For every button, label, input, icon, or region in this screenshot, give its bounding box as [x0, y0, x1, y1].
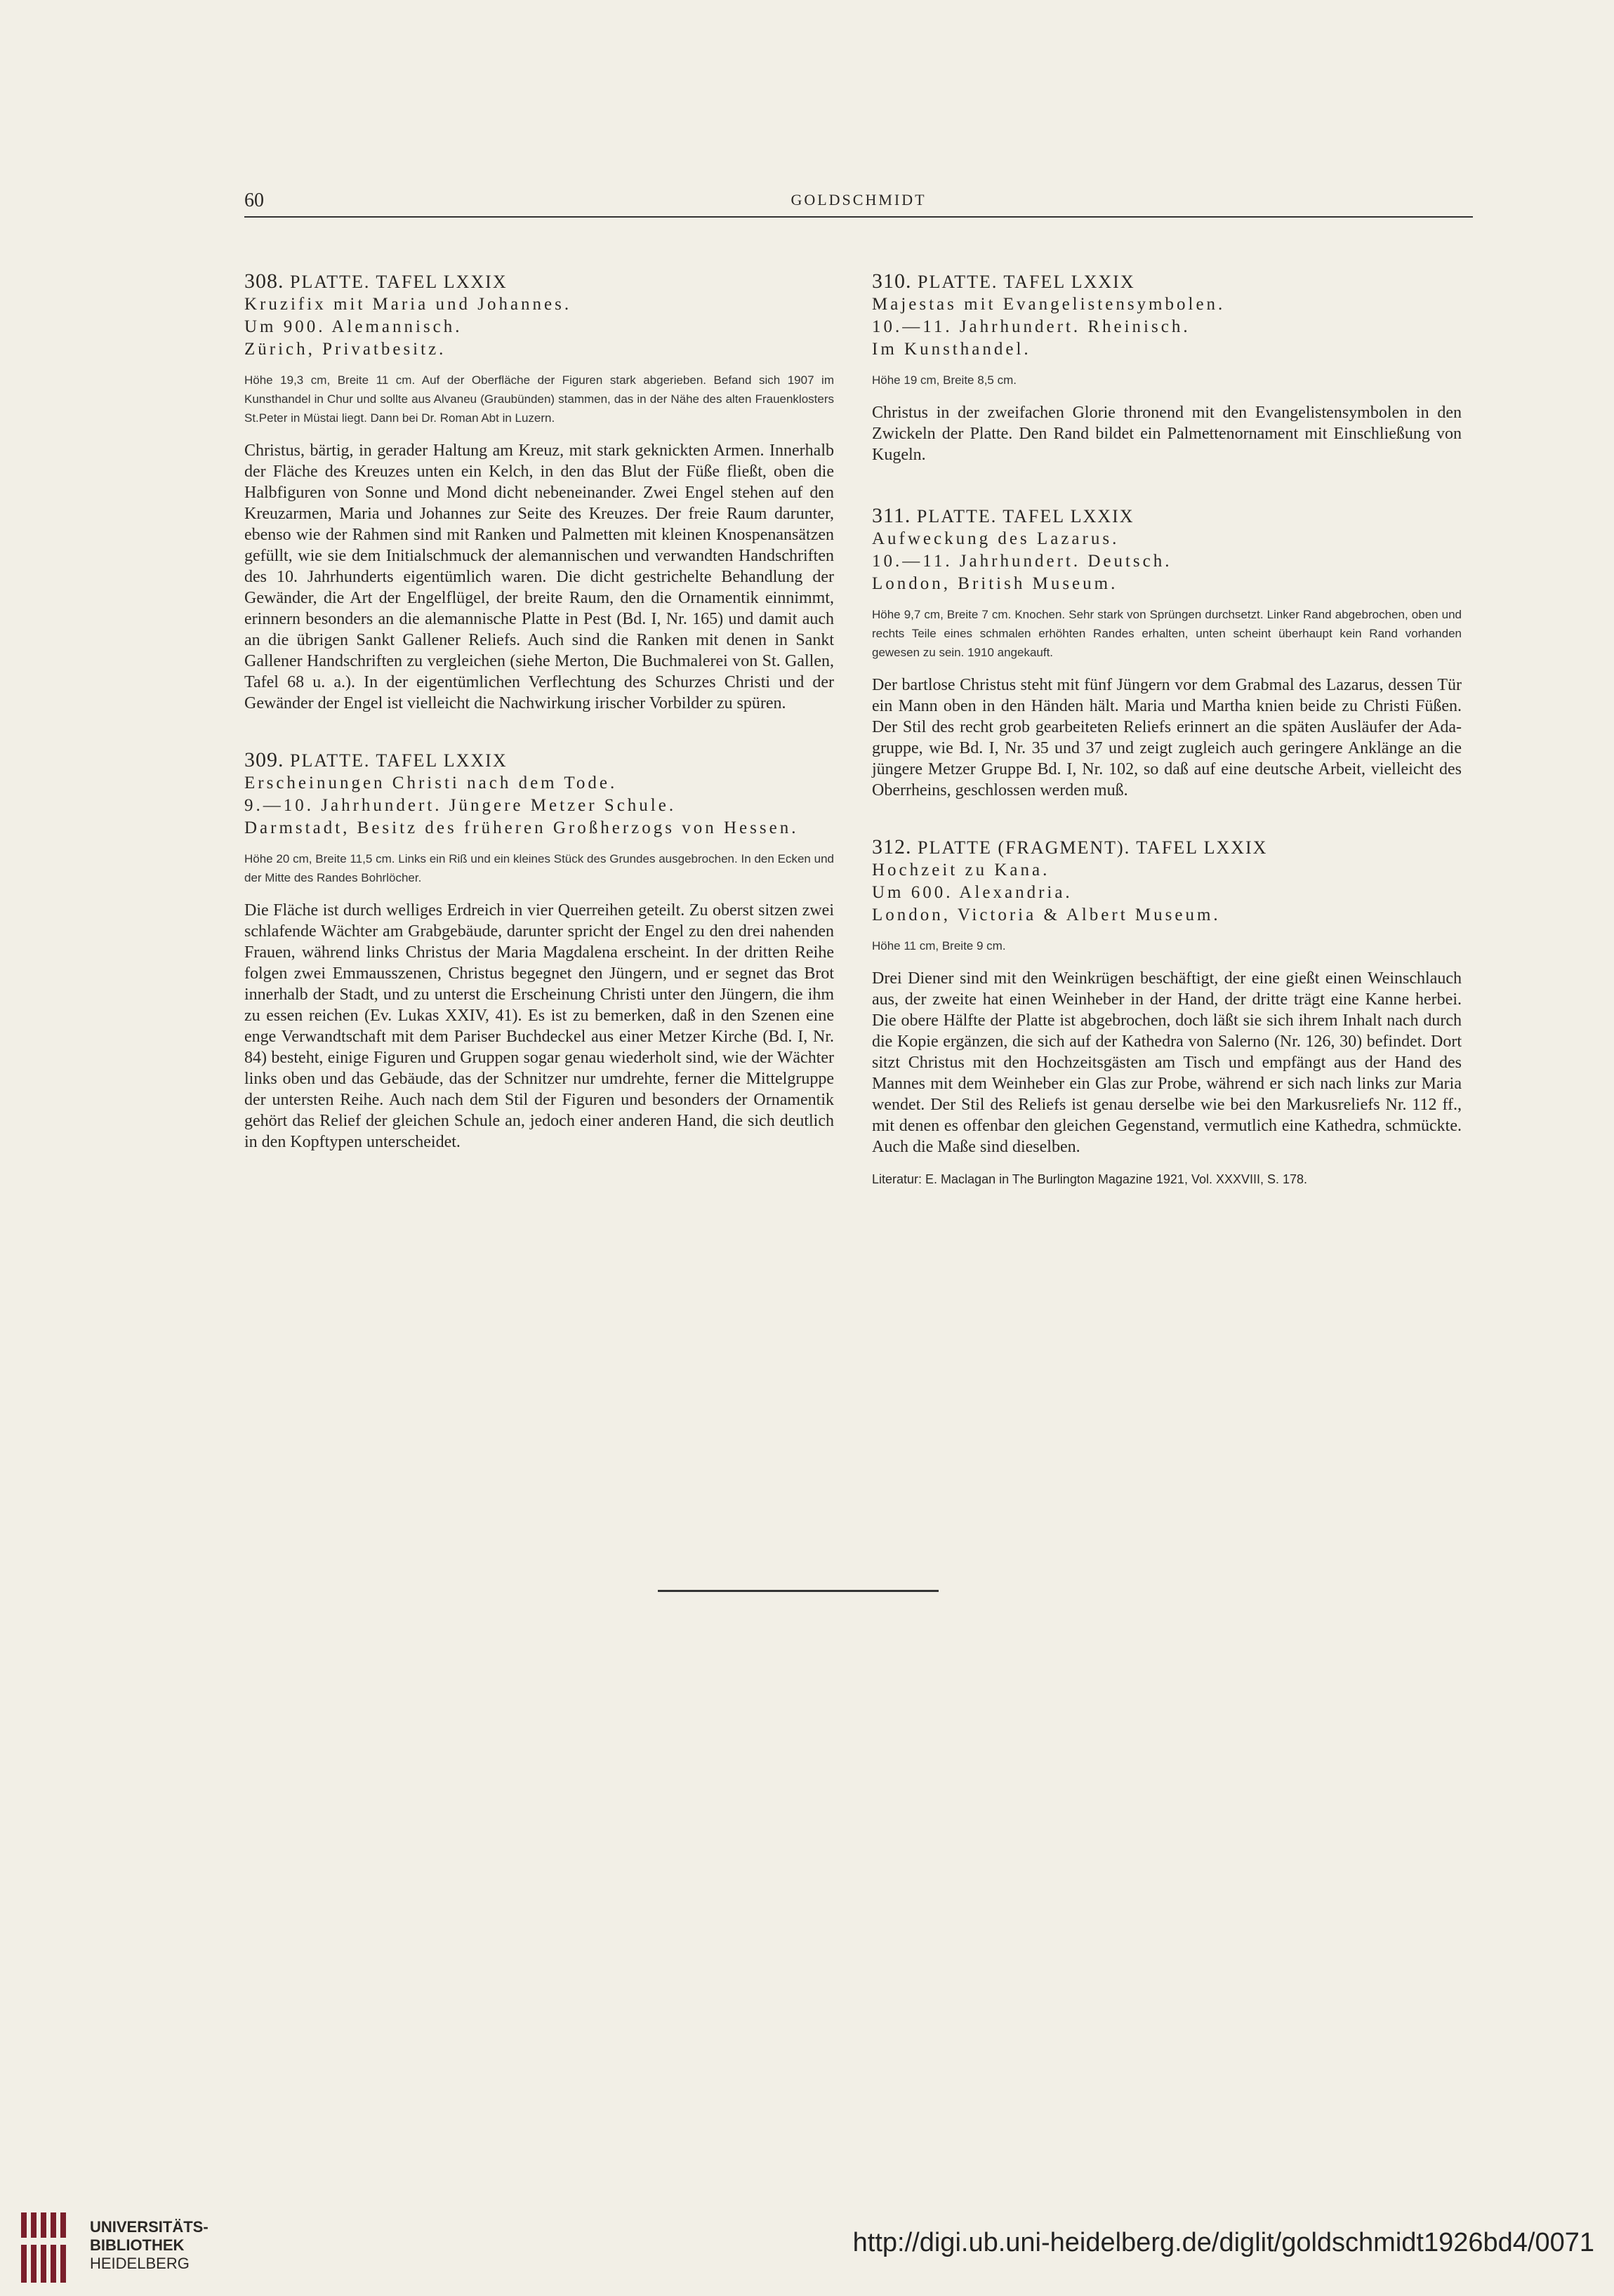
running-head: GOLDSCHMIDT: [791, 191, 927, 208]
entry-body: Die Fläche ist durch welliges Erdreich in vier Querreihen geteilt. Zu oberst sitzen zwei schlafende Wächter am Grabgebäude, darunter spricht der Engel zu den drei nahenden Frauen, während links Christus der Maria Magdalena erscheint. In der dritten Reihe folgen zwei Emmausszenen, Christus begegnet den Jüngern, und er segnet das Brot innerhalb der Stadt, und zu unterst die Erscheinung Christi unter den Jüngern, die ihm zu essen reichen (Ev. Lukas XXIV, 41). Es ist zu bemerken, daß in den Szenen eine enge Verwandtschaft mit dem Pariser Buchdeckel aus einer Metzer Kirche (Bd. I, Nr. 84) besteht, einige Figuren und Gruppen sogar genau wiederholt sind, wie der Wächter links oben und das Gebäude, das der Schnitzer nur umdrehte, ferner die Mittelgruppe der untersten Reihe. Auch nach dem Stil der Figuren und besonders der Ornamentik gehört das Relief der gleichen Schule an, jedoch einer anderen Hand, die sich deutlich in den Kopftypen unterscheidet.: [244, 901, 834, 1151]
entry-meta: Höhe 9,7 cm, Breite 7 cm. Knochen. Sehr stark von Sprüngen durchsetzt. Linker Rand abgebrochen, oben und rechts Teile eines schmalen erhöhten Randes erhalten, unten scheint überhaupt kein Rand vorhanden gewesen zu sein. 1910 angekauft.: [872, 608, 1462, 659]
entry-heading: [244, 749, 834, 772]
entry-location: Im Kunsthandel.: [872, 340, 1031, 359]
entry-subject: Kruzifix mit Maria und Johannes.: [244, 295, 572, 314]
page-header: [244, 188, 1473, 218]
entry-meta: Höhe 11 cm, Breite 9 cm.: [872, 939, 1006, 953]
left-column: [244, 270, 834, 1181]
entry-heading: [872, 505, 1462, 528]
entry-number: 308.: [244, 270, 284, 293]
entry-title: PLATTE. TAFEL LXXIX: [290, 272, 508, 292]
entry-heading: [244, 270, 834, 293]
entry-number: 312.: [872, 835, 912, 858]
entry-date-style: 10.—11. Jahrhundert. Deutsch.: [872, 552, 1172, 571]
catalog-entry: [872, 270, 1462, 465]
entry-title: PLATTE. TAFEL LXXIX: [916, 506, 1135, 526]
entry-subject: Erscheinungen Christi nach dem Tode.: [244, 774, 618, 792]
entry-body: Christus in der zweifachen Glorie thronend mit den Evangelistensymbolen in den Zwickeln der Platte. Den Rand bildet ein Palmettenornament mit Einschließung von Kugeln.: [872, 404, 1462, 464]
entry-location: London, British Museum.: [872, 574, 1118, 593]
entry-meta: Höhe 19 cm, Breite 8,5 cm.: [872, 373, 1017, 387]
entry-title: PLATTE. TAFEL LXXIX: [918, 272, 1135, 292]
library-name: [90, 2218, 209, 2273]
entry-date-style: 10.—11. Jahrhundert. Rheinisch.: [872, 317, 1191, 336]
entry-subject: Majestas mit Evangelistensymbolen.: [872, 295, 1226, 314]
library-line-2: BIBLIOTHEK: [90, 2236, 185, 2254]
entry-meta: Höhe 19,3 cm, Breite 11 cm. Auf der Oberfläche der Figuren stark abgerieben. Befand sich 1907 im Kunsthandel in Chur und sollte aus Alvaneu (Graubünden) stammen, das in der Nähe des alten Frauenklosters St.Peter in Müstai liegt. Dann bei Dr. Roman Abt in Luzern.: [244, 373, 834, 425]
footer: [0, 2204, 1614, 2296]
entry-subject: Aufweckung des Lazarus.: [872, 529, 1120, 548]
university-seal-icon: [17, 2210, 73, 2287]
library-line-3: HEIDELBERG: [90, 2255, 190, 2272]
entry-heading: [872, 836, 1462, 859]
catalog-entry: [244, 749, 834, 1153]
library-line-1: UNIVERSITÄTS-: [90, 2218, 209, 2236]
entry-literature: Literatur: E. Maclagan in The Burlington Magazine 1921, Vol. XXXVIII, S. 178.: [872, 1172, 1308, 1186]
entry-heading: [872, 270, 1462, 293]
page-number: 60: [244, 190, 264, 211]
catalog-entry: [872, 836, 1462, 1188]
entry-title: PLATTE. TAFEL LXXIX: [290, 750, 508, 771]
entry-body: Christus, bärtig, in gerader Haltung am Kreuz, mit stark geknickten Armen. Innerhalb der Fläche des Kreuzes unten ein Kelch, in den das Blut der Füße fließt, oben die Halbfiguren von Sonne und Mond dicht nebeneinander. Zwei Engel stehen auf den Kreuzarmen, Maria und Johannes zur Seite des Kreuzes. Der freie Raum darunter, ebenso wie der Rahmen sind mit Ranken und Palmetten mit kleinen Knospenansätzen gefüllt, wie sie dem Initialschmuck der alemannischen und verwandten Handschriften des 10. Jahrhunderts eigentümlich waren. Die dicht gestrichelte Behandlung der Gewänder, die Art der Engelflügel, der breite Raum, den die Ornamentik einnimmt, erinnern besonders an die alemannische Platte in Pest (Bd. I, Nr. 165) und damit auch an die übrigen Sankt Gallener Reliefs. Auch sind die Ranken mit denen in Sankt Gallener Handschriften zu vergleichen (siehe Merton, Die Buchmalerei von St. Gallen, Tafel 68 u. a.). In der eigentümlichen Verflechtung des Schurzes Christi und der Gewänder der Engel ist vielleicht die Nachwirkung irischer Vorbilder zu spüren.: [244, 442, 834, 712]
entry-body: Der bartlose Christus steht mit fünf Jüngern vor dem Grabmal des Lazarus, dessen Tür ein Mann oben in den Händen hält. Maria und Martha knien beide zu Christi Füßen. Der Stil des recht grob gearbeiteten Reliefs erinnert an die späten Ausläufer der Ada-gruppe, wie Bd. I, Nr. 35 und 37 und zeigt zugleich auch geringere Anklänge an die jüngere Metzer Gruppe Bd. I, Nr. 102, so daß auf eine deutsche Arbeit, vielleicht des Oberrheins, geschlossen werden muß.: [872, 676, 1462, 799]
entry-subject: Hochzeit zu Kana.: [872, 861, 1050, 880]
entry-number: 310.: [872, 270, 912, 293]
source-url[interactable]: http://digi.ub.uni-heidelberg.de/diglit/goldschmidt1926bd4/0071: [852, 2228, 1594, 2257]
entry-number: 311.: [872, 504, 911, 527]
entry-title: PLATTE (FRAGMENT). TAFEL LXXIX: [918, 837, 1268, 858]
catalog-entry: [244, 270, 834, 714]
entry-location: Darmstadt, Besitz des früheren Großherzogs von Hessen.: [244, 818, 799, 837]
entry-location: London, Victoria & Albert Museum.: [872, 905, 1221, 924]
catalog-entry: [872, 505, 1462, 801]
entry-number: 309.: [244, 748, 284, 771]
entry-date-style: 9.—10. Jahrhundert. Jüngere Metzer Schule.: [244, 796, 677, 815]
entry-meta: Höhe 20 cm, Breite 11,5 cm. Links ein Riß und ein kleines Stück des Grundes ausgebrochen. In den Ecken und der Mitte des Randes Bohrlöcher.: [244, 852, 834, 884]
entry-body: Drei Diener sind mit den Weinkrügen beschäftigt, der eine gießt einen Weinschlauch aus, der zweite hat einen Weinheber in der Hand, der dritte trägt eine Kanne herbei. Die obere Hälfte der Platte ist abgebrochen, doch läßt sie sich ihrem Inhalt nach durch die Kopie ergänzen, die sich auf der Kathedra von Salerno (Nr. 126, 30) befindet. Dort sitzt Christus mit den Hochzeitsgästen am Tisch und empfängt aus der Hand des Mannes mit dem Weinheber ein Glas zur Probe, während er sich nach links zur Maria wendet. Der Stil des Reliefs ist genau derselbe wie bei den Markusreliefs Nr. 112 ff., mit denen es offenbar den gleichen Gegenstand, vermutlich eine Kathedra, schmückte. Auch die Maße sind dieselben.: [872, 969, 1462, 1156]
entry-date-style: Um 600. Alexandria.: [872, 883, 1073, 902]
entry-date-style: Um 900. Alemannisch.: [244, 317, 463, 336]
entry-location: Zürich, Privatbesitz.: [244, 340, 447, 359]
end-rule: [658, 1590, 939, 1592]
right-column: [872, 270, 1462, 1216]
